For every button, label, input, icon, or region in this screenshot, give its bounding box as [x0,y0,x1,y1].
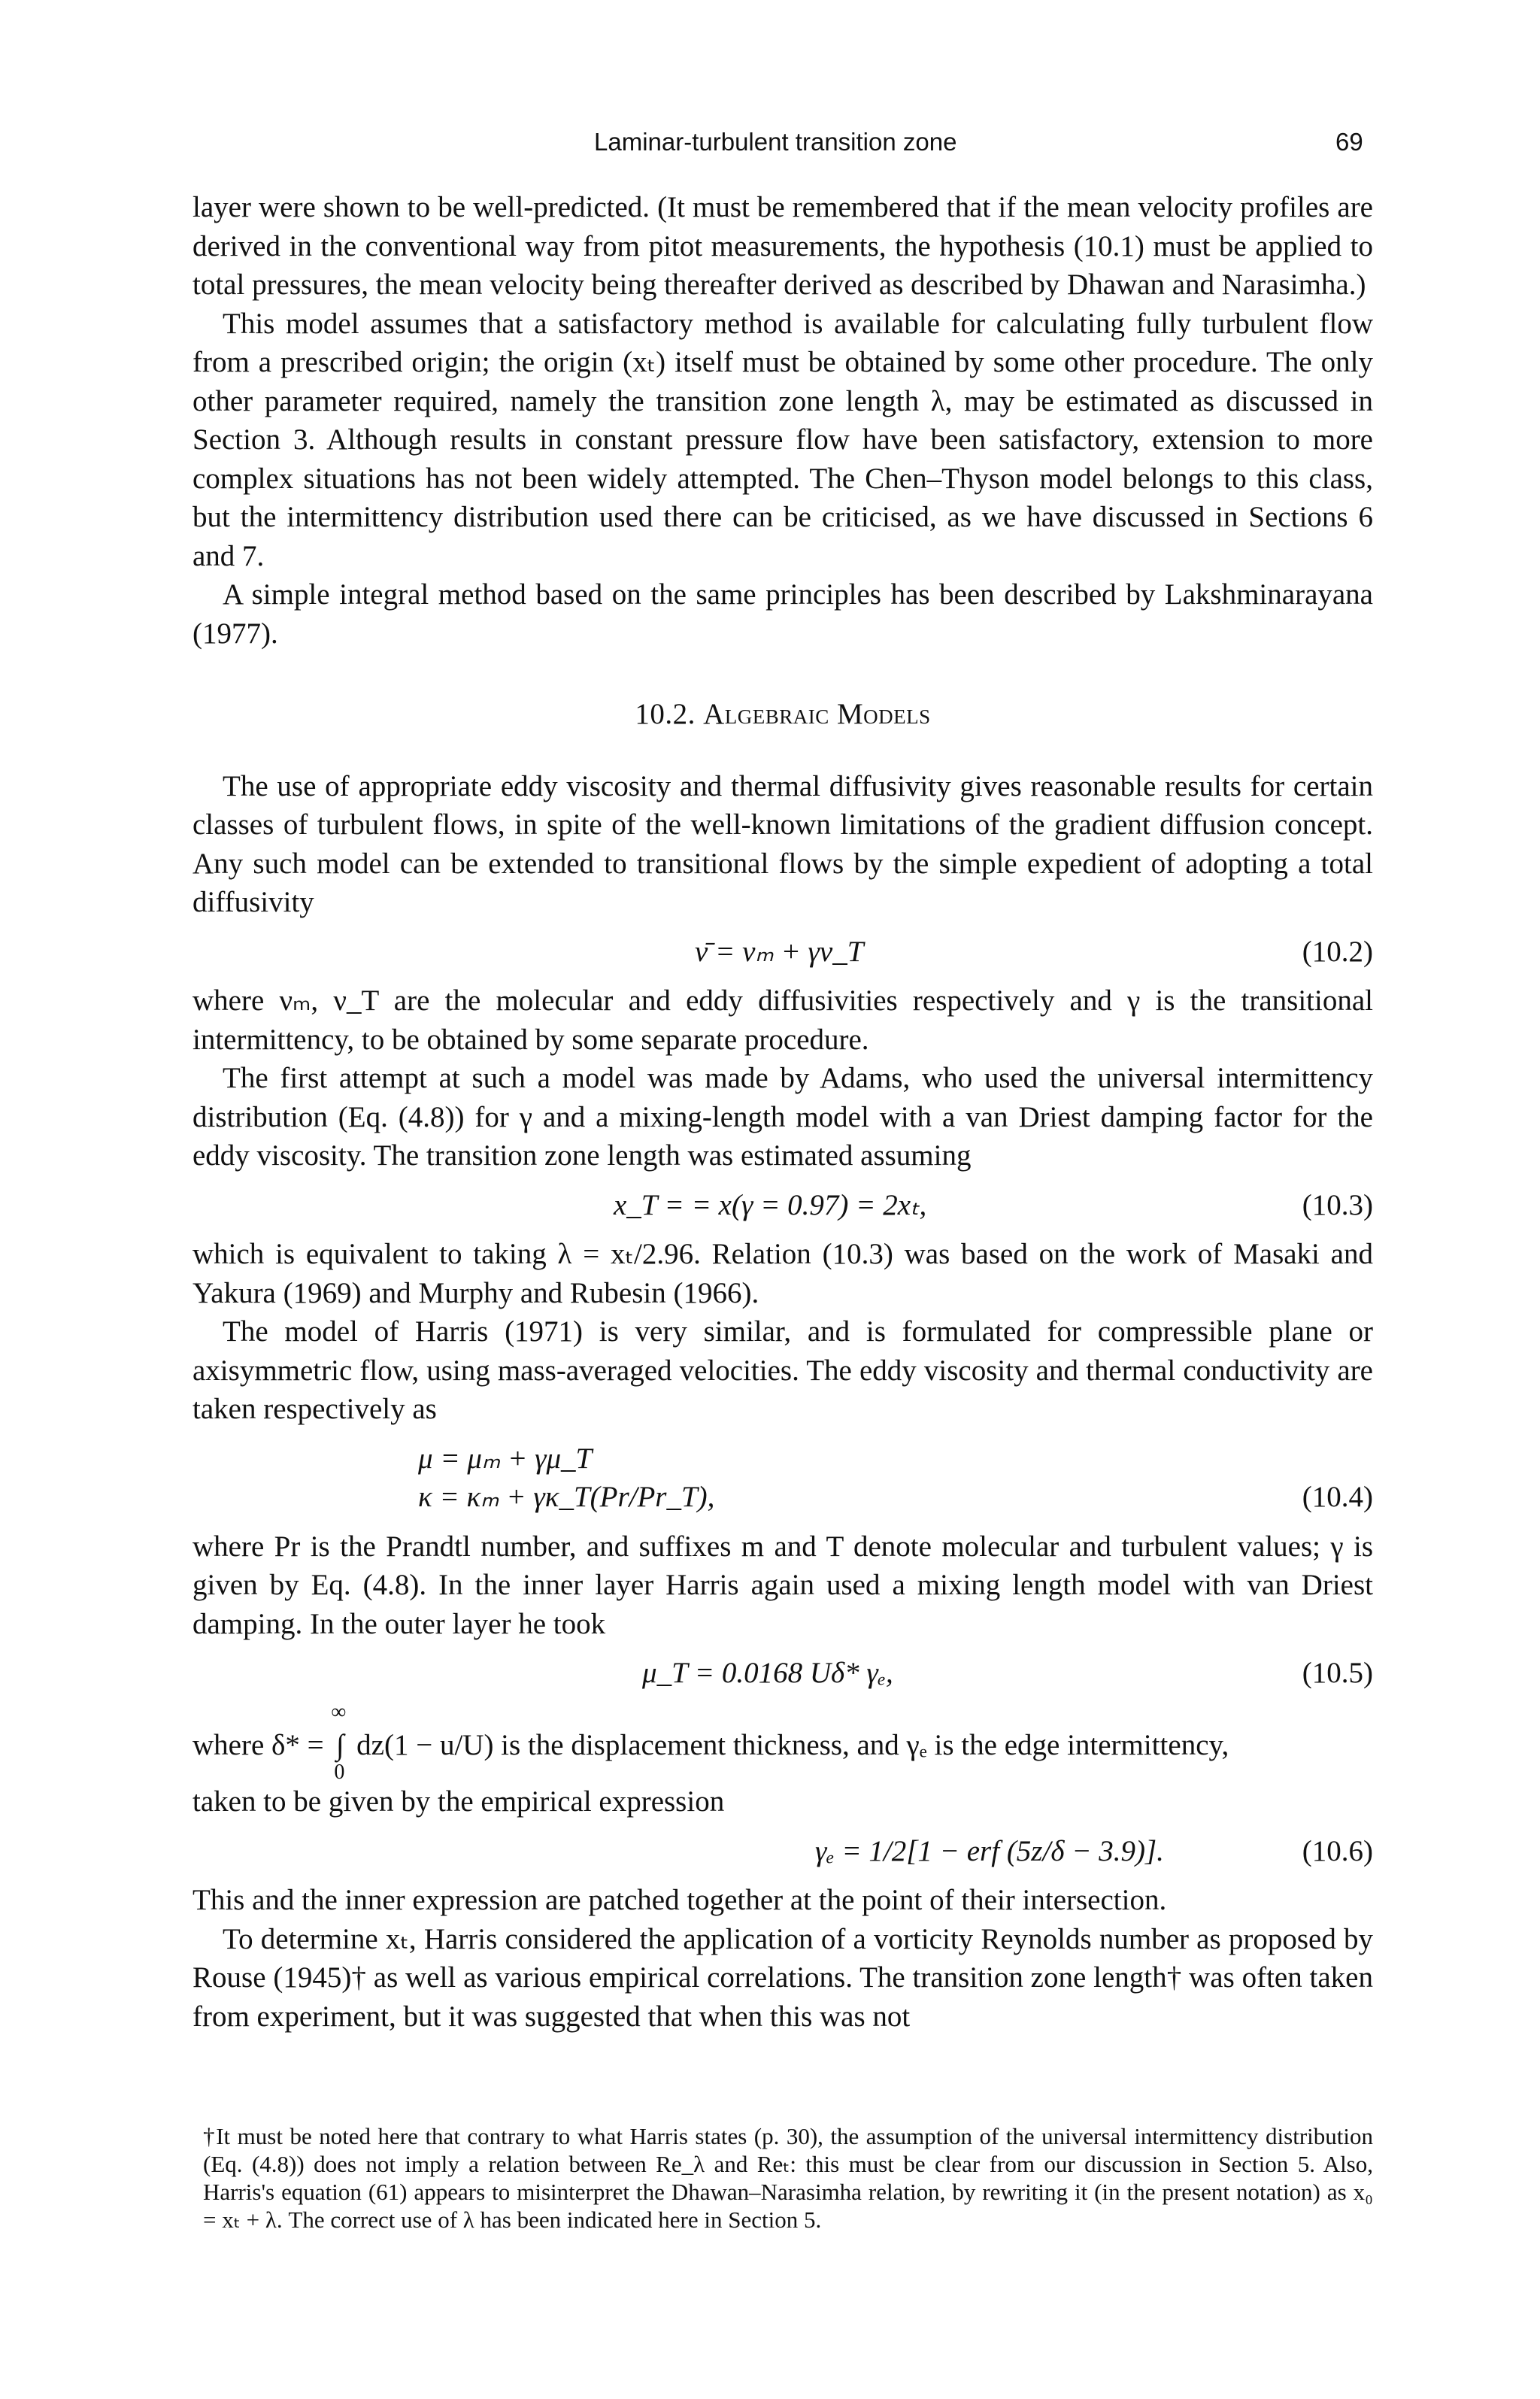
footnote-text: †It must be noted here that contrary to what Harris states (p. 30), the assumption of the universal intermittency distribution (Eq. (4.8)) does not imply a relation between Re_λ and Reₜ: this must be clear from our discussion in Section 5. Also, Harris's equation (61) appears to misinterpret the Dhawan–Narasimha relation, by rewriting it (in the present notation) as x₀ = xₜ + λ. The correct use of λ has been indicated here in Section 5. [203,2123,1373,2233]
paragraph: The model of Harris (1971) is very similar, and is formulated for compressible plane or axisymmetric flow, using mass-averaged velocities. The eddy viscosity and thermal conductivity are taken respectively as [192,1315,1373,1425]
paragraph: To determine xₜ, Harris considered the application of a vorticity Reynolds number as proposed by Rouse (1945)† as well as various empirical correlations. The transition zone length† was often taken from experiment, but it was suggested that when this was not [192,1922,1373,2033]
integral-upper-limit: ∞ [331,1700,347,1724]
paragraph: taken to be given by the empirical expression [192,1785,725,1818]
footnote [203,2122,1373,2234]
equation-10-5 [192,1654,1373,1693]
paragraph: layer were shown to be well-predicted. (It must be remembered that if the mean velocity profiles are derived in the conventional way from pitot measurements, the hypothesis (10.1) must be applied to total pressures, the mean velocity being thereafter derived as described by Dhawan and Narasimha.) [192,191,1373,301]
equation-expression: μ_T = 0.0168 Uδ* γₑ, [642,1657,893,1689]
paragraph: where Pr is the Prandtl number, and suffixes m and T denote molecular and turbulent values; γ is given by Eq. (4.8). In the inner layer Harris again used a mixing length model with van Driest damping. In the outer layer he took [192,1530,1373,1640]
integral-sign: ∫ [336,1728,344,1761]
equation-expression: ν̄ = νₘ + γν_T [695,935,864,968]
equation-expression: κ = κₘ + γκ_T(Pr/Pr_T), [418,1481,715,1513]
section-title: Algebraic Models [703,698,931,730]
equation-number: (10.4) [1302,1481,1373,1513]
paragraph: This model assumes that a satisfactory method is available for calculating fully turbulent flow from a prescribed origin; the origin (xₜ) itself must be obtained by some other procedure. The only other parameter required, namely the transition zone length λ, may be estimated as discussed in Section 3. Although results in constant pressure flow have been satisfactory, extension to more complex situations has not been widely attempted. The Chen–Thyson model belongs to this class, but the intermittency distribution used there can be criticised, as we have discussed in Sections 6 and 7. [192,307,1373,572]
equation-10-6 [192,1832,1373,1871]
equation-expression: x_T = = x(γ = 0.97) = 2xₜ, [614,1188,927,1221]
text: where δ* = [192,1728,332,1761]
equation-10-4a [192,1439,1373,1479]
equation-number: (10.3) [1302,1188,1373,1221]
body-text [192,188,1373,2036]
paragraph: A simple integral method based on the same principles has been described by Lakshminarayana (1977). [192,578,1373,650]
equation-10-3 [192,1186,1373,1225]
paragraph: This and the inner expression are patched together at the point of their intersection. [192,1884,1167,1916]
integral-symbol [331,1700,349,1784]
text: dz(1 − u/U) is the displacement thickness, and γₑ is the edge intermittency, [349,1728,1229,1761]
equation-expression: μ = μₘ + γμ_T [418,1442,593,1475]
paragraph: which is equivalent to taking λ = xₜ/2.96. Relation (10.3) was based on the work of Masaki and Yakura (1969) and Murphy and Rubesin (1966). [192,1238,1373,1309]
paragraph-integral [192,1700,1373,1784]
paragraph: The first attempt at such a model was made by Adams, who used the universal intermittency distribution (Eq. (4.8)) for γ and a mixing-length model with a van Driest damping factor for the eddy viscosity. The transition zone length was estimated assuming [192,1062,1373,1172]
section-number: 10.2. [635,698,696,730]
page-number: 69 [1335,128,1363,156]
equation-10-4b [192,1478,1373,1517]
paragraph: where νₘ, ν_T are the molecular and eddy diffusivities respectively and γ is the transitional intermittency, to be obtained by some separate procedure. [192,984,1373,1056]
equation-number: (10.6) [1302,1834,1373,1867]
integral-lower-limit: 0 [334,1760,345,1784]
equation-expression: γₑ = 1/2[1 − erf (5z/δ − 3.9)]. [815,1834,1164,1867]
equation-10-2 [192,933,1373,972]
paragraph: The use of appropriate eddy viscosity and thermal diffusivity gives reasonable results for certain classes of turbulent flows, in spite of the well-known limitations of the gradient diffusion concept. Any such model can be extended to transitional flows by the simple expedient of adopting a total diffusivity [192,769,1373,918]
section-heading [192,695,1373,734]
equation-number: (10.2) [1302,935,1373,968]
running-head-title: Laminar-turbulent transition zone [594,128,957,156]
equation-number: (10.5) [1302,1657,1373,1689]
